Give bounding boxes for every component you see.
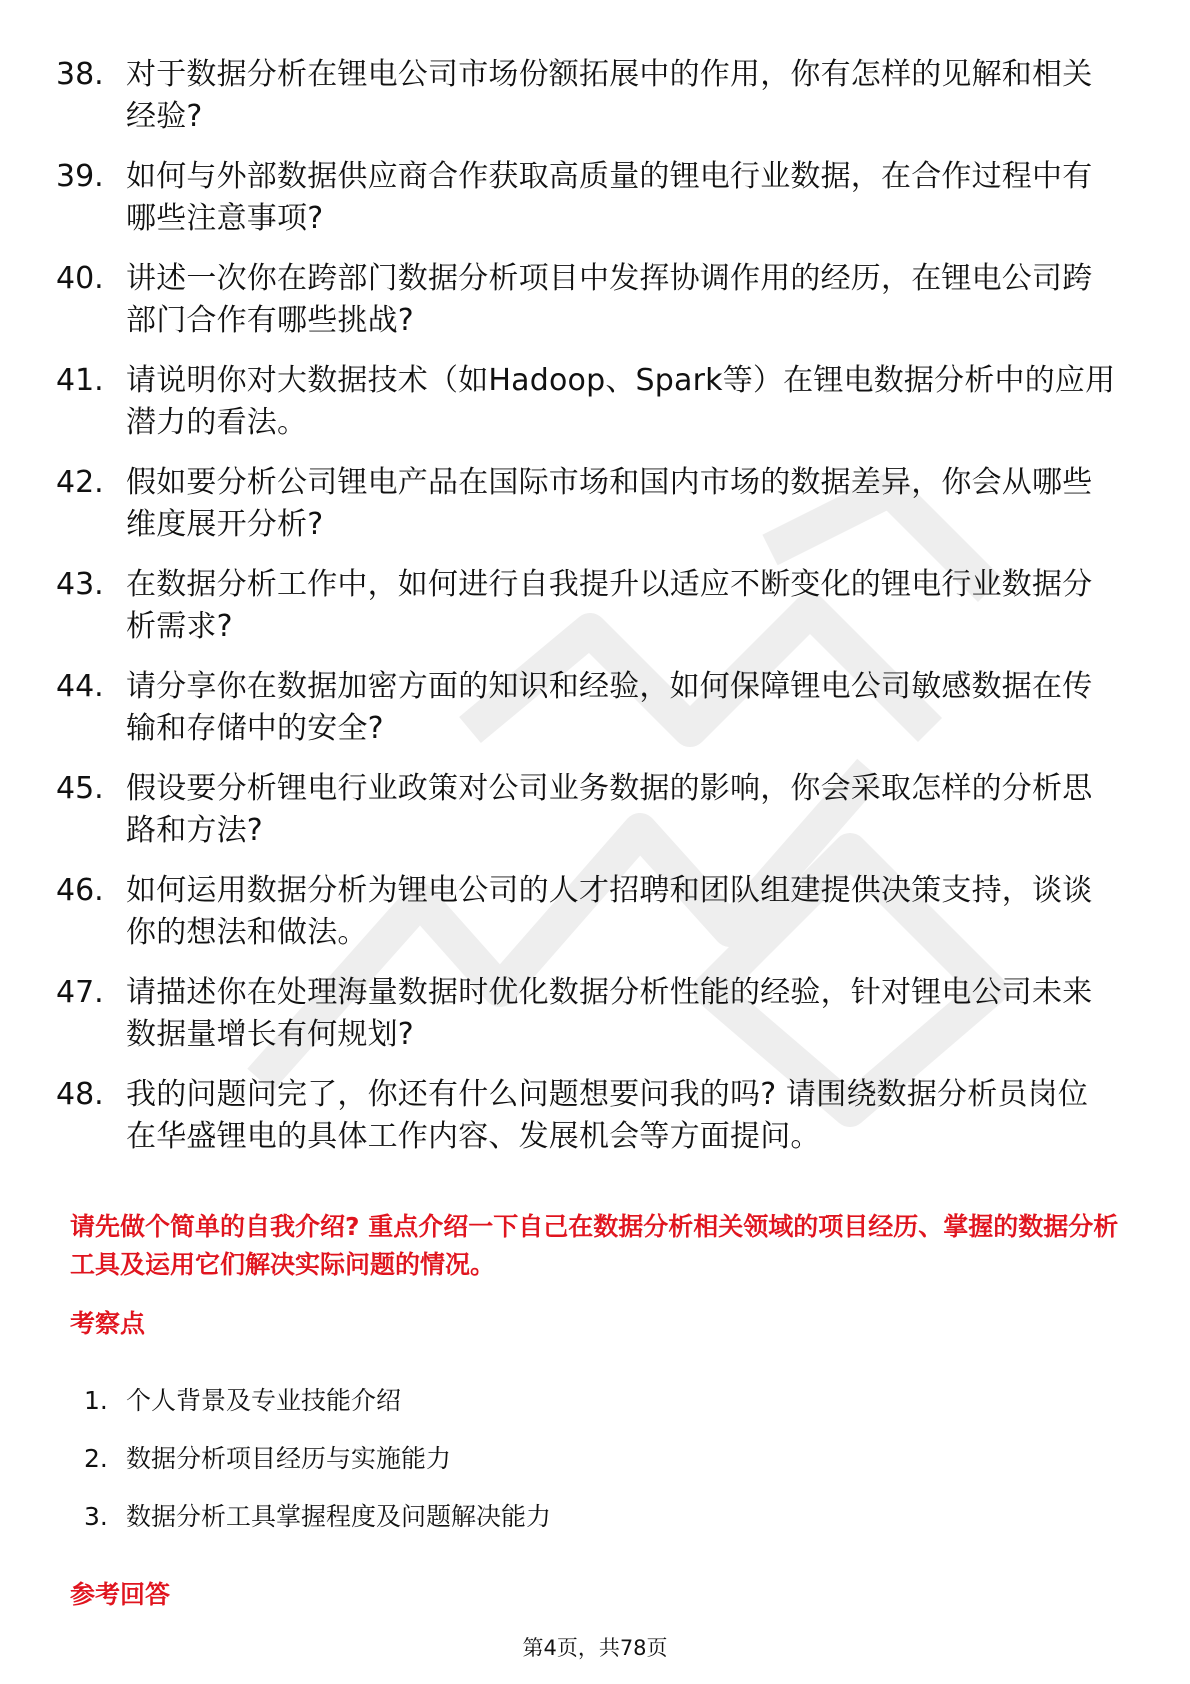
- question-number: 44.: [56, 669, 104, 704]
- question-text: 请说明你对大数据技术（如Hadoop、Spark等）在锂电数据分析中的应用潜力的看法。: [126, 363, 1116, 440]
- question-text: 假如要分析公司锂电产品在国际市场和国内市场的数据差异，你会从哪些维度展开分析?: [126, 465, 1093, 542]
- point-text: 数据分析项目经历与实施能力: [126, 1444, 452, 1473]
- question-number: 48.: [56, 1077, 104, 1112]
- list-item: [56, 564, 1116, 648]
- point-number: 1.: [84, 1386, 108, 1415]
- question-number: 43.: [56, 567, 104, 602]
- points-section-title: 考察点: [70, 1309, 146, 1338]
- list-item: [56, 258, 1116, 342]
- list-item: [84, 1500, 984, 1534]
- list-item: [56, 768, 1116, 852]
- assessment-points-list: [84, 1384, 984, 1558]
- question-text: 如何运用数据分析为锂电公司的人才招聘和团队组建提供决策支持，谈谈你的想法和做法。: [126, 873, 1093, 950]
- list-item: [84, 1384, 984, 1418]
- question-text: 在数据分析工作中，如何进行自我提升以适应不断变化的锂电行业数据分析需求?: [126, 567, 1093, 644]
- point-text: 数据分析工具掌握程度及问题解决能力: [126, 1502, 552, 1531]
- question-number: 38.: [56, 57, 104, 92]
- list-item: [56, 360, 1116, 444]
- interview-prompt: 请先做个简单的自我介绍? 重点介绍一下自己在数据分析相关领域的项目经历、掌握的数据分析工具及运用它们解决实际问题的情况。: [70, 1212, 1119, 1279]
- question-number: 39.: [56, 159, 104, 194]
- point-text: 个人背景及专业技能介绍: [126, 1386, 402, 1415]
- question-text: 我的问题问完了，你还有什么问题想要问我的吗? 请围绕数据分析员岗位在华盛锂电的具体工作内容、发展机会等方面提问。: [126, 1077, 1089, 1154]
- list-item: [56, 54, 1116, 138]
- point-number: 2.: [84, 1444, 108, 1473]
- question-number: 40.: [56, 261, 104, 296]
- point-number: 3.: [84, 1502, 108, 1531]
- list-item: [56, 156, 1116, 240]
- page-footer: 第4页，共78页: [522, 1636, 668, 1660]
- question-text: 假设要分析锂电行业政策对公司业务数据的影响，你会采取怎样的分析思路和方法?: [126, 771, 1093, 848]
- list-item: [84, 1442, 984, 1476]
- question-number: 42.: [56, 465, 104, 500]
- list-item: [56, 972, 1116, 1056]
- question-text: 请分享你在数据加密方面的知识和经验，如何保障锂电公司敏感数据在传输和存储中的安全?: [126, 669, 1093, 746]
- question-number: 45.: [56, 771, 104, 806]
- question-text: 请描述你在处理海量数据时优化数据分析性能的经验，针对锂电公司未来数据量增长有何规划?: [126, 975, 1093, 1052]
- list-item: [56, 462, 1116, 546]
- question-number: 41.: [56, 363, 104, 398]
- list-item: [56, 1074, 1116, 1158]
- question-text: 对于数据分析在锂电公司市场份额拓展中的作用，你有怎样的见解和相关经验?: [126, 57, 1093, 134]
- list-item: [56, 870, 1116, 954]
- answer-section-title: 参考回答: [70, 1580, 171, 1609]
- question-list: [56, 54, 1116, 1176]
- question-number: 46.: [56, 873, 104, 908]
- question-number: 47.: [56, 975, 104, 1010]
- list-item: [56, 666, 1116, 750]
- question-text: 如何与外部数据供应商合作获取高质量的锂电行业数据，在合作过程中有哪些注意事项?: [126, 159, 1093, 236]
- question-text: 讲述一次你在跨部门数据分析项目中发挥协调作用的经历，在锂电公司跨部门合作有哪些挑战?: [126, 261, 1093, 338]
